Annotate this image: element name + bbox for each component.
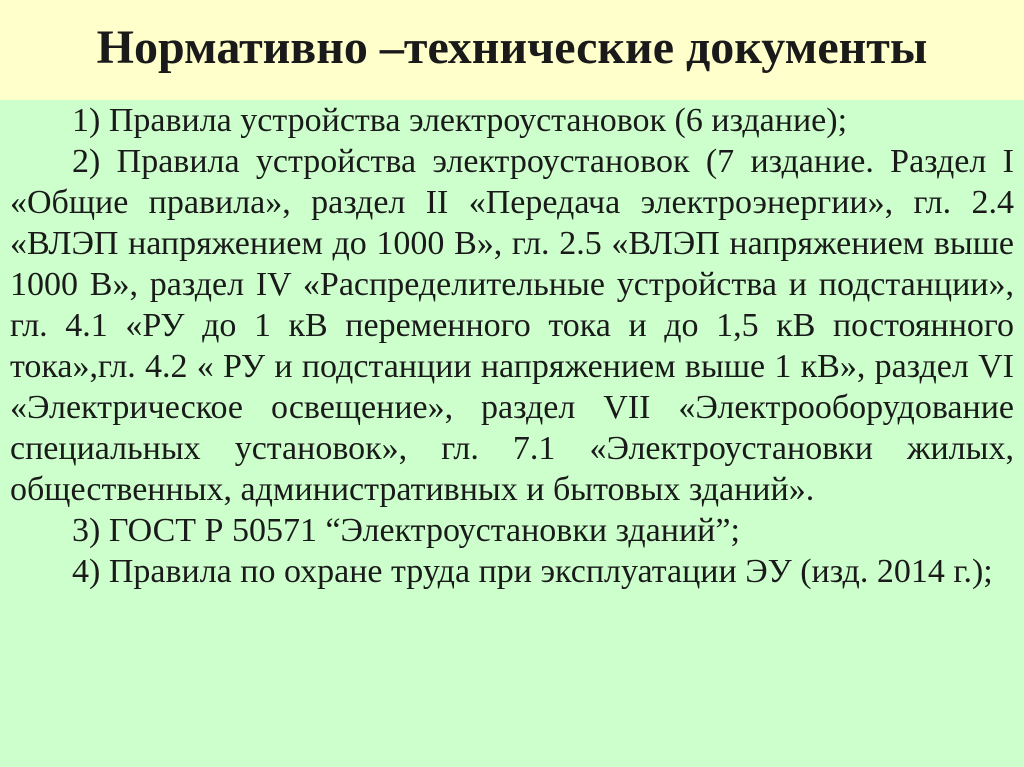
slide-body (10, 100, 1014, 592)
list-item-4: 4) Правила по охране труда при эксплуатации ЭУ (изд. 2014 г.); (72, 553, 993, 590)
list-item-2: 2) Правила устройства электроустановок (7 издание. Раздел I «Общие правила», раздел II «Передача электроэнергии», гл. 2.4 «ВЛЭП напряжением до 1000 В», гл. 2.5 «ВЛЭП напряжением выше 1000 В», раздел IV «Распределительные устройства и подстанции», гл. 4.1 «РУ до 1 кВ переменного тока и до 1,5 кВ постоянного тока»,гл. 4.2 « РУ и подстанции напряжением выше 1 кВ», раздел VI «Электрическое освещение», раздел VII «Электрооборудование специальных установок», гл. 7.1 «Электроустановки жилых, общественных, административных и бытовых зданий». (10, 143, 1014, 508)
title-bar (0, 0, 1024, 100)
list-item-3: 3) ГОСТ Р 50571 “Электроустановки зданий”; (72, 512, 740, 549)
slide-title: Нормативно –технические документы (96, 21, 928, 74)
list-item-1: 1) Правила устройства электроустановок (6 издание); (72, 102, 848, 139)
